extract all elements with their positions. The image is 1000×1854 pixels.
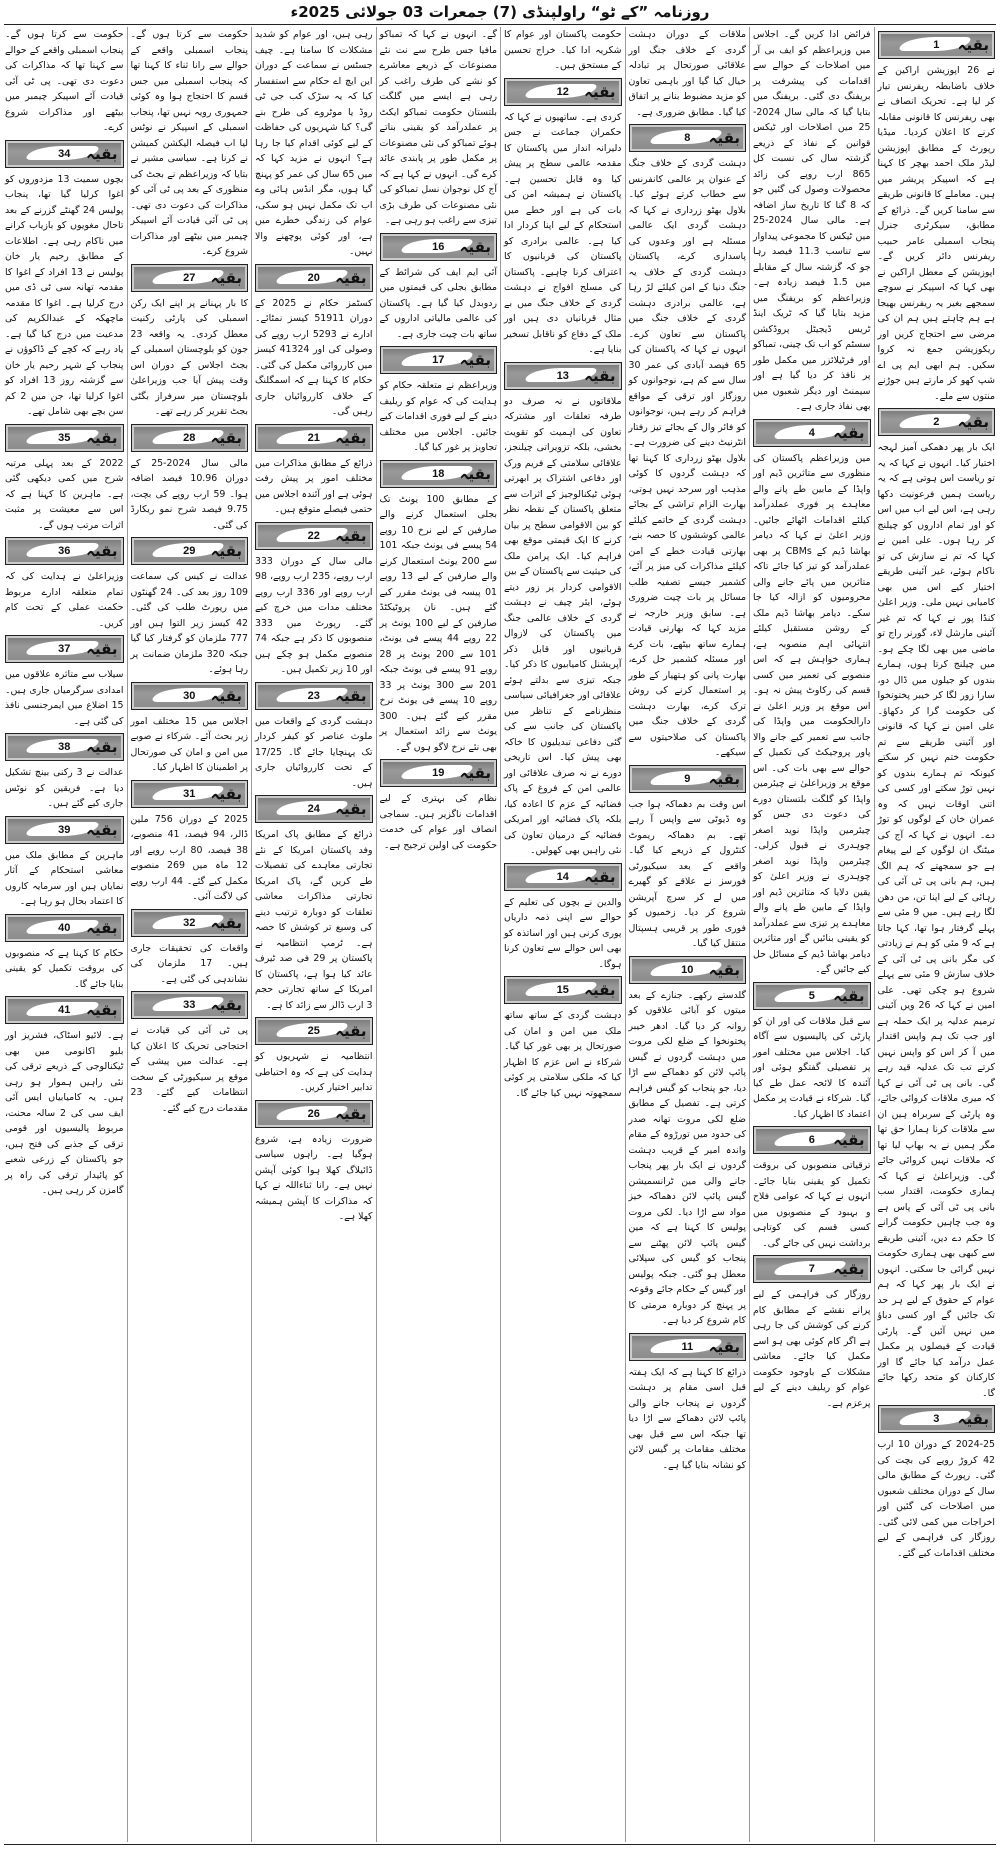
baqiya-badge bbox=[131, 537, 249, 565]
footer-divider bbox=[4, 1844, 996, 1845]
badge-word: بقیہ bbox=[86, 1001, 118, 1019]
article-continuation-text: 2024-25 کے دوران 10 ارب 42 کروڑ روپے کی بچت کی گئی۔ رپورٹ کے مطابق مالی سال کے دوران مختلف شعبوں میں اصلاحات کی گئیں اور اخراجات میں کمی لائی گئی۔ روزگار کی فراہمی کے لیے مختلف اقدامات کیے گئے۔ bbox=[877, 1439, 995, 1559]
article-continuation-text: ذرائع کے مطابق مذاکرات میں مختلف امور پر پیش رفت ہوئی ہے اور آئندہ اجلاس میں حتمی فیصلے متوقع ہیں۔ bbox=[255, 457, 373, 515]
baqiya-badge bbox=[753, 419, 871, 447]
baqiya-badge bbox=[5, 424, 124, 452]
badge-word: بقیہ bbox=[833, 986, 865, 1005]
article-continuation-text: دہشت گردی کے خلاف جنگ کے عنوان پر عالمی کانفرنس سے خطاب کرتے ہوئے کیا۔ بلاول بھٹو زرداری نے کہا کہ دہشت گردی ایک عالمی مسئلہ ہے اور وعدوں کی پاسداری کرے، پاکستان دہشت گردی کے خلاف یہ جنگ دنیا کے امن کیلئے لڑ رہا ہے، عالمی برادری دہشت گردی کے خلاف جنگ میں پاکستان سے تعاون کرے۔ انہوں نے کہا کہ پاکستان کی 65 فیصد آبادی کی عمر 30 سال سے کم ہے، نوجوانوں کو روزگار اور ترقی کے مواقع فراہم کر رہے ہیں، نوجوانوں کو فائر وال کے بجائے تیز رفتار انٹرنیٹ دینے کی ضرورت ہے۔ بلاول بھٹو زرداری کا کہنا تھا کہ دہشت گردوں کا کوئی مذہب اور سرحد نہیں ہوتی، بھارت الزام تراشی کے بجائے دہشت گردی کے خاتمے کیلئے عالمی کوششوں کا حصہ بنے، بھارتی قیادت خطے کے امن کیلئے مذاکرات کی میز پر آئے، کشمیر جیسے تصفیہ طلب مسائل پر بات چیت ضروری ہے۔ سابق وزیر خارجہ نے مزید کہا کہ بھارتی قیادت ہمارے ساتھ بیٹھے، بات کرے اور مسئلہ کشمیر حل کرے، بھارت پانی کو ہتھیار کے طور پر استعمال کرنے کی روش ترک کرے، بھارت دہشت گردی کے خلاف جنگ میں پاکستان کی صلاحیتوں سے سیکھے۔ bbox=[628, 158, 746, 758]
article-continuation-text: حکومت سے کرتا ہوں گے۔ پنجاب اسمبلی واقعے کے حوالے سے رانا ثناء کا کہنا تھا کہ پنجاب اسمبلی میں جس قسم کا احتجاج ہوا وہ کوئی جمہوری رویہ نہیں تھا، پنجاب اسمبلی کے اسپیکر نے نوٹس لیا اب فیصلہ الیکشن کمیشن نے کرنا ہے۔ سیاسی مشیر نے بتایا کہ وزیراعظم نے بجٹ کی منظوری کے بعد پی ٹی آئی کو مذاکرات کی دعوت دی تھی۔ پی ٹی آئی قیادت آئے اسپیکر چیمبر میں بیٹھے اور مذاکرات شروع کرے۔ bbox=[130, 29, 248, 257]
badge-number: 15 bbox=[556, 984, 569, 996]
badge-number: 5 bbox=[808, 989, 815, 1002]
baqiya-badge bbox=[5, 537, 124, 565]
article-continuation-text: گے۔ انہوں نے کہا کہ تمباکو مافیا جس طرح سے نت نئے مصنوعات کے ذریعے معاشرے کو نشے کی طرف راغب کر رہی ہے ایسے میں گلگت بلتستان حکومت تمباکو ایکٹ پر عملدرآمد کو یقینی بناتے ہوئے تمباکو کی نئی مصنوعات پر مکمل طور پر پابندی عائد کرے گی۔ انہوں نے کہا ہے کہ آج کل نوجوان نسل تمباکو کی نئی مصنوعات کی طرف بڑی تیزی سے راغب ہو رہی ہے۔ bbox=[379, 29, 497, 226]
newspaper-columns bbox=[2, 27, 998, 1842]
badge-word: بقیہ bbox=[459, 351, 491, 369]
baqiya-badge bbox=[5, 733, 124, 761]
badge-word: بقیہ bbox=[957, 413, 989, 431]
news-column bbox=[749, 27, 874, 1842]
baqiya-badge bbox=[380, 460, 498, 488]
article-continuation-text: وزیراعظم نے متعلقہ حکام کو ہدایت کی کہ عوام کو ریلیف دینے کے لیے فوری اقدامات کیے جائیں۔ اجلاس میں مختلف تجاویز پر غور کیا گیا۔ bbox=[379, 380, 497, 453]
badge-number: 29 bbox=[183, 545, 196, 557]
news-column bbox=[625, 27, 750, 1842]
baqiya-badge bbox=[504, 78, 622, 106]
badge-word: بقیہ bbox=[210, 784, 242, 803]
badge-word: بقیہ bbox=[210, 686, 242, 705]
badge-word: بقیہ bbox=[584, 867, 616, 886]
badge-word: بقیہ bbox=[708, 1337, 740, 1356]
baqiya-badge bbox=[5, 140, 124, 168]
badge-word: بقیہ bbox=[335, 686, 367, 705]
article-continuation-text: سے قبل ملاقات کی اور ان کو پارٹی کی پالیسیوں سے آگاہ کیا۔ اجلاس میں مختلف امور پر تفصیلی گفتگو ہوئی اور آئندہ کا لائحہ عمل طے کیا گیا۔ شرکاء نے قیادت پر مکمل اعتماد کا اظہار کیا۔ bbox=[753, 1015, 871, 1120]
masthead-title: روزنامہ ”کے ٹو“ راولپنڈی (7) جمعرات 03 جولائی 2025ء bbox=[290, 3, 710, 21]
badge-number: 16 bbox=[432, 240, 445, 253]
baqiya-badge bbox=[753, 1126, 871, 1154]
baqiya-badge bbox=[131, 991, 249, 1019]
badge-number: 26 bbox=[307, 1107, 320, 1120]
article-continuation-text: نے 26 اپوزیشن اراکین کے خلاف باضابطہ ریفرنس تیار کر لیا ہے۔ تحریک انصاف نے بھی ریفرنس کا قانونی مقابلہ کرنے کا اعلان کردیا۔ میڈیا رپورٹ کے مطابق اپوزیشن لیڈر ملک احمد بھچر کا کہنا ہے کہ اسپیکر پریشر میں ہیں۔ معاملے کا قانونی طریقے سے سامنا کریں گے۔ ذرائع کے مطابق، سیکرٹری جنرل پنجاب اسمبلی عامر حبیب ریفرنس دائر کریں گے۔ اپوزیشن کے معطل اراکین نے بھی کہا کہ اسپیکر نے سوچے سمجھے بغیر یہ ریفرنس بھیجا ہے ہم چاہتے ہیں ہم ان کی مرضی سے احتجاج کریں اور ریکوزیشن جمع نہ کروا سکیں۔ ہم ابھی ایم پی اے شپ کھو کر مارتے ہیں جوڑنے منتوں سے ملے۔ bbox=[877, 65, 995, 402]
baqiya-badge bbox=[878, 1405, 996, 1433]
badge-number: 2 bbox=[933, 416, 940, 428]
badge-word: بقیہ bbox=[584, 82, 616, 101]
badge-number: 35 bbox=[58, 431, 71, 444]
badge-word: بقیہ bbox=[459, 237, 491, 256]
badge-number: 31 bbox=[183, 787, 196, 800]
badge-number: 24 bbox=[307, 803, 320, 815]
badge-number: 37 bbox=[58, 643, 71, 655]
article-continuation-text: ضرورت زیادہ ہے، شروع ہوگیا ہے۔ راہوں سیاسی ڈائیلاگ کھلا ہوا کوئی آپشن نہیں ہے۔ رانا ثناءاللہ نے کہا کہ مذاکرات کا آپشن ہمیشہ کھلا ہے۔ bbox=[255, 1133, 373, 1222]
badge-number: 40 bbox=[58, 921, 71, 934]
news-column bbox=[500, 27, 625, 1842]
article-continuation-text: اس وقت بم دھماکہ ہوا جب وہ ڈیوٹی سے واپس آ رہے تھے۔ بم دھماکہ ریموٹ کنٹرول کے ذریعے کیا گیا۔ واقعے کے بعد سیکیورٹی فورسز نے علاقے کو گھیرے میں لے کر سرچ آپریشن شروع کر دیا۔ زخمیوں کو فوری طور پر قریبی ہسپتال منتقل کیا گیا۔ bbox=[628, 798, 746, 949]
badge-number: 25 bbox=[307, 1025, 320, 1037]
news-column bbox=[127, 27, 252, 1842]
badge-word: بقیہ bbox=[957, 36, 989, 54]
article-continuation-text: حکومت پاکستان اور عوام کا شکریہ ادا کیا۔ خراج تحسین کے مستحق ہیں۔ bbox=[504, 29, 622, 71]
article-continuation-text: دہشت گردی کے واقعات میں ملوث عناصر کو کیفر کردار تک پہنچایا جائے گا۔ 17/25 کے تحت کارروائیاں جاری ہیں۔ bbox=[255, 715, 373, 789]
article-continuation-text: کسٹمز حکام نے 2025 کے دوران 51911 کیسز نمٹائے۔ ادارے نے 5293 ارب روپے کی وصولی کی اور 41324 کیسز میں کارروائی مکمل کی گئی۔ حکام کا کہنا ہے کہ اسمگلنگ کے خلاف کارروائیاں جاری رہیں گی۔ bbox=[255, 297, 373, 417]
article-continuation-text: ملاقات کے دوران دہشت گردی کے خلاف جنگ اور علاقائی صورتحال پر تبادلہ خیال کیا گیا اور باہمی تعاون کو مزید مضبوط بنانے پر اتفاق کیا گیا۔ مطابق ضروری ہے۔ bbox=[628, 29, 746, 118]
article-continuation-text: دہشت گردی کے ساتھ ساتھ ملک میں امن و امان کی صورتحال پر بھی غور کیا گیا۔ شرکاء نے اس عزم کا اظہار کیا کہ ملکی سلامتی پر کوئی سمجھوتہ نہیں کیا جائے گا۔ bbox=[504, 1010, 622, 1099]
news-column bbox=[251, 27, 376, 1842]
news-column bbox=[874, 27, 999, 1842]
baqiya-badge bbox=[380, 759, 498, 787]
badge-word: بقیہ bbox=[708, 769, 740, 788]
badge-word: بقیہ bbox=[86, 640, 118, 658]
article-continuation-text: وزیراعلیٰ نے ہدایت کی کہ تمام متعلقہ ادارے مربوط حکمت عملی کے تحت کام کریں۔ bbox=[5, 571, 124, 629]
article-continuation-text: ملاقاتوں نے نہ صرف دو طرفہ تعلقات اور مشترکہ تعاون کی اہمیت کو تقویت بخشی، بلکہ تزویراتی چیلنجز، علاقائی سلامتی کے فریم ورک اور دفاعی اشتراک پر ابھرتی ہوئی ٹیکنالوجیز کے اثرات سے متعلق پاکستان کے نقطہ نظر کو بین الاقوامی سطح پر بیان کرنے کا ایک قیمتی موقع بھی فراہم کیا۔ ایک پرامن ملک کی حیثیت سے پاکستان کے بین الاقوامی کردار پر زور دیتے ہوئے، ایئر چیف نے دہشت گردی کے خلاف عالمی جنگ میں پاکستان کی لازوال قربانیوں اور قابل ذکر آپریشنل کامیابیوں کا ذکر کیا۔ جبکہ تیزی سے بدلتے ہوئے علاقائی اور جغرافیائی سیاسی منظرنامے کے تناظر میں پاکستان کی جانب سے کی گئی دفاعی تبدیلیوں کا خاکہ بھی پیش کیا۔ اس تاریخی دورے نے نہ صرف علاقائی اور عالمی امن کے فروغ کے پاک فضائیہ کے عزم کا اعادہ کیا، بلکہ پاک فضائیہ اور امریکی فضائیہ کے درمیان تعاون کی نئی راہیں بھی کھولیں۔ bbox=[504, 395, 622, 856]
badge-word: بقیہ bbox=[86, 820, 118, 839]
baqiya-badge bbox=[131, 264, 249, 292]
badge-number: 17 bbox=[432, 354, 445, 366]
baqiya-badge bbox=[753, 1255, 871, 1283]
badge-number: 1 bbox=[933, 39, 940, 51]
badge-word: بقیہ bbox=[335, 526, 367, 545]
article-continuation-text: ایک بار پھر دھمکی آمیز لہجہ اختیار کیا۔ انہوں نے کہا کہ یہ تو ریاست اس ہوتی ہے کہ یہ ریاست ہمیں فرعونیت دکھا رہی ہے، اس لیے اب میں اس کو اور تمام اداروں کو چیلنج کر رہا ہوں۔ علی امین نے کہا کہ تم نے سازش کی تو ناکام ہوئے، غیر آئینی طریقے اختیار کیے اس میں بھی کامیابی نہیں ملی۔ وزیر اعلیٰ کنڈا پور نے کہا کہ تم غیر آئینی مارشل لاء، گورنر راج تو ماضی میں بھی لگا چکے ہو۔ میں چیلنج کرتا ہوں، ہمارے بندوں کو جیلوں میں ڈال دو، سارا زور لگا کر خیبر پختونخوا کی حکومت گرا کر دکھاؤ۔ علی امین نے کہا کہ قانونی اور آئینی طریقے سے تم حکومت ختم نہیں کر سکتے کیونکہ تم ہمارے بندوں کو نہیں توڑ سکتے اور کسی کی اتنی اوقات نہیں کہ وہ عمران خان کے لوگوں کو توڑ دے۔ انہوں نے کہا کہ آج کی میٹنگ ان لوگوں کے لیے پیغام ہے جو سمجھتے کہ ہم الگ ہیں، ہم بانی پی ٹی آئی کی رہائی کے لیے اپنا تن، من دھن لگا رہے ہیں۔ میں 9 مئی سے پہلے گرفتار ہوا تھا، کہا جاتا ہے کہ 9 مئی کو ہم نے زیادتی کی مگر بانی پی ٹی آئی کے خلاف سازش 9 مئی سے پہلے شروع ہو چکی تھی۔ علی امین نے کہا کہ 26 ویں آئینی ترمیم عدلیہ پر ایک حملہ ہے اور جب تک ہم واپس اقتدار میں آ کر اس کو واپس نہیں کرتے تب تک عدلیہ قید رہے گی۔ بانی پی ٹی آئی نے کہا کہ میری ملاقات کروائی جائے، وہ پارٹی کے سربراہ ہیں ان سے ملاقات کرنا ہمارا حق تھا مگر ہمیں نے یہ بھاپ لیا تھا کہ ملاقات نہیں کروائی جائے گی۔ وزیراعلیٰ نے کہا کہ ہماری حکومت، اقتدار سب بانی پی ٹی آئی کے پاس ہے وہ جب چاہیں حکومت گرانے کا حکم دے دیں، آئینی طریقے سے کبھی بھی ہماری حکومت نہیں گرائی جا سکتی۔ انہوں نے ایک بار پھر کہا کہ ہم عوام کے حقوق کے لیے ہر حد تک جائیں گے اور کسی دباؤ میں نہیں آئیں گے۔ پارٹی قیادت کے فیصلوں پر مکمل عمل درآمد کیا جائے گا اور کارکنان کو متحد رکھا جائے گا۔ bbox=[877, 442, 996, 1399]
news-column bbox=[2, 27, 127, 1842]
badge-number: 4 bbox=[808, 426, 815, 439]
baqiya-badge bbox=[878, 408, 996, 436]
badge-word: بقیہ bbox=[335, 1022, 367, 1040]
article-continuation-text: کا بار پہنانے پر اپنے ایک رکن اسمبلی کی پارٹی رکنیت معطل کردی۔ یہ واقعہ 23 جون کو بلوچستان اسمبلی کے بجٹ اجلاس کے دوران اس وقت پیش آیا جب وزیراعلیٰ بلوچستان میر سرفراز بگٹی بجٹ تقریر کر رہے تھے۔ bbox=[130, 297, 248, 417]
badge-word: بقیہ bbox=[335, 268, 367, 287]
baqiya-badge bbox=[629, 124, 747, 152]
badge-number: 36 bbox=[58, 545, 71, 557]
article-continuation-text: ماہرین کے مطابق ملک میں معاشی استحکام کے آثار نمایاں ہیں اور سرمایہ کاروں کا اعتماد بحال ہو رہا ہے۔ bbox=[5, 849, 124, 907]
baqiya-badge bbox=[5, 635, 124, 663]
article-continuation-text: عدالت نے کیس کی سماعت 109 روز بعد کی۔ 24 گھنٹوں میں رپورٹ طلب کی گئی۔ 42 کیسز زیر التوا ہیں اور 777 ملزمان کو گرفتار کیا گیا جبکہ 320 ملزمان ضمانت پر رہا ہوئے۔ bbox=[130, 571, 249, 675]
article-continuation-text: حکومت سے کرتا ہوں گے۔ پنجاب اسمبلی واقعے کے حوالے سے کہنا تھا کہ مذاکرات کی دعوت دی تھی۔ پی ٹی آئی قیادت آئے اسپیکر چیمبر میں بیٹھے اور مذاکرات شروع کرے۔ bbox=[5, 29, 124, 133]
badge-number: 39 bbox=[58, 823, 71, 836]
badge-number: 34 bbox=[58, 147, 71, 160]
badge-number: 28 bbox=[183, 431, 196, 444]
article-continuation-text: میں وزیراعظم پاکستان کی منظوری سے متاثرین ڈیم اور واپڈا کے مابین طے پانے والے معاہدے پر فوری عملدرآمد کیلئے اقدامات اٹھائے جائیں۔ وزیر اعلیٰ نے کہا کہ دیامر بھاشا ڈیم کے CBMs پر بھی عملدرآمد کو تیز کیا جائے تاکہ متاثرین میں پائے جانے والی محرومیوں کو ازالہ کیا جا سکے۔ دیامر بھاشا ڈیم ملک کے روشن مستقبل کیلئے انتہائی اہم منصوبہ ہے، ہماری خواہش ہے کہ اس منصوبے کی تعمیر میں کسی قسم کی رکاوٹ پیش نہ ہو۔ اس موقع پر وزیر اعلیٰ نے دارالحکومت میں واپڈا کی جانب سے تعمیر کیے جانے والا پاور پروجیکٹ کی تکمیل کے حوالے سے بھی بات کی۔ اس موقع پر وزیراعلیٰ نے چیئرمین واپڈا کو گلگت بلتستان دورے کی دعوت دی جس کو چیئرمین واپڈا نوید اصغر چوہدری نے قبول کرلی۔ چیئرمین واپڈا نوید اصغر چوہدری نے وزیر اعلیٰ کو یقین دلایا کہ متاثرین ڈیم اور واپڈا کے مابین طے پانے والے معاہدے پر تیزی سے عملدرآمد کو یقینی بنائیں گے اور متاثرین دیامر بھاشا ڈیم کے مسائل حل کیے جائیں گے۔ bbox=[753, 452, 871, 975]
baqiya-badge bbox=[255, 682, 373, 710]
baqiya-badge bbox=[5, 996, 124, 1024]
article-continuation-text: کے مطابق 100 یونٹ تک بجلی استعمال کرنے والے صارفین کے لیے نرخ 10 روپے 54 پیسے فی یونٹ جبکہ 101 سے 200 یونٹ استعمال کرنے والے صارفین کے لیے 13 روپے 01 پیسہ فی یونٹ مقرر کیے گئے ہیں۔ نان پروٹیکٹڈ صارفین کے لیے 100 یونٹ پر 22 روپے 44 پیسے فی یونٹ، 101 سے 200 یونٹ پر 28 روپے 91 پیسے فی یونٹ جبکہ 201 سے 300 یونٹ پر 33 روپے 10 پیسے فی یونٹ نرخ مقرر کیے گئے ہیں۔ 300 یونٹ سے زائد استعمال پر بھی نئے نرخ لاگو ہوں گے۔ bbox=[379, 493, 498, 753]
badge-word: بقیہ bbox=[86, 144, 118, 163]
article-continuation-text: واقعات کی تحقیقات جاری ہیں۔ 17 ملزمان کی نشاندہی کی گئی ہے۔ bbox=[130, 942, 248, 985]
article-continuation-text: سیلاب سے متاثرہ علاقوں میں امدادی سرگرمیاں جاری ہیں۔ 15 اضلاع میں ایمرجنسی نافذ کی گئی ہے۔ bbox=[5, 669, 124, 727]
badge-word: بقیہ bbox=[210, 542, 242, 560]
badge-number: 30 bbox=[183, 689, 196, 702]
article-continuation-text: نظام کی بہتری کے لیے اقدامات ناگزیر ہیں۔ سماجی انصاف اور عوام کی خدمت حکومت کی اولین ترجیح ہے۔ bbox=[379, 793, 497, 851]
baqiya-badge bbox=[629, 765, 747, 793]
badge-word: بقیہ bbox=[86, 428, 118, 447]
badge-number: 21 bbox=[307, 431, 320, 444]
badge-number: 41 bbox=[58, 1004, 71, 1016]
header-divider bbox=[4, 24, 996, 25]
baqiya-badge bbox=[131, 682, 249, 710]
badge-word: بقیہ bbox=[708, 960, 740, 979]
article-continuation-text: مالی سال کے دوران 333 ارب روپے، 235 ارب روپے، 98 ارب روپے اور 336 ارب روپے مختلف مدات میں خرچ کیے گئے۔ رپورٹ میں 333 منصوبوں کا ذکر ہے جبکہ 74 منصوبے مکمل ہو چکے ہیں اور 10 زیر تکمیل ہیں۔ bbox=[255, 555, 373, 675]
badge-word: بقیہ bbox=[86, 738, 118, 756]
badge-word: بقیہ bbox=[210, 913, 242, 932]
badge-number: 22 bbox=[307, 529, 320, 542]
badge-number: 8 bbox=[684, 132, 691, 144]
badge-number: 3 bbox=[933, 1413, 940, 1425]
baqiya-badge bbox=[5, 816, 124, 844]
baqiya-badge bbox=[380, 346, 498, 374]
baqiya-badge bbox=[255, 795, 373, 823]
badge-word: بقیہ bbox=[459, 464, 491, 483]
article-continuation-text: ترقیاتی منصوبوں کی بروقت تکمیل کو یقینی بنایا جائے۔ انہوں نے کہا کہ عوامی فلاح و بہبود کے منصوبوں میں کسی قسم کی کوتاہی برداشت نہیں کی جائے گی۔ bbox=[753, 1160, 871, 1249]
baqiya-badge bbox=[629, 956, 747, 984]
badge-number: 32 bbox=[183, 916, 196, 929]
badge-word: بقیہ bbox=[957, 1410, 989, 1428]
article-continuation-text: رہی ہیں، اور عوام کو شدید مشکلات کا سامنا ہے۔ چیف جسٹس نے سماعت کے دوران این ایچ اے حکام سے استفسار کیا کہ یہ سڑک کب جی ٹی روڈ یا موٹروے کی طرح بنے گی؟ کیا شہریوں کی حفاظت کے لیے کوئی اقدام کیا جا رہا ہے؟ انہوں نے مزید کہا کہ میں 65 سال کی عمر کو پہنچ گیا ہوں، مگر انڈس ہائی وے اب تک مکمل نہیں ہو سکی، عوام کی زندگی خطرے میں ہے، اور کوئی پوچھنے والا نہیں۔ bbox=[255, 29, 373, 257]
article-continuation-text: روزگار کی فراہمی کے لیے پرانے نقشے کے مطابق کام کرنے کی کوشش کی جا رہی ہے اگر کام کوئی بھی ہو اسے مکمل کیا جائے۔ معاشی مشکلات کے باوجود حکومت عوام کو ریلیف دینے کے لیے پرعزم ہے۔ bbox=[753, 1289, 871, 1409]
badge-word: بقیہ bbox=[708, 129, 740, 147]
baqiya-badge bbox=[255, 1100, 373, 1128]
article-continuation-text: کردی ہے۔ ساتھیوں نے کہا کہ حکمران جماعت نے جس دلیرانہ انداز میں پاکستان کا مقدمہ عالمی سطح پر پیش کیا وہ قابل تحسین ہے۔ پاکستان نے ہمیشہ امن کی بات کی ہے اور خطے میں استحکام کے لیے اپنا کردار ادا کیا ہے۔ عالمی برادری کو پاکستان کی قربانیوں کا اعتراف کرنا چاہیے۔ پاکستان کی مسلح افواج نے دہشت گردی کے خلاف جنگ میں بے مثال قربانیاں دی ہیں اور ملک کے دفاع کو ناقابل تسخیر بنایا ہے۔ bbox=[504, 111, 622, 355]
article-continuation-text: عدالت نے 3 رکنی بینچ تشکیل دیا ہے۔ فریقین کو نوٹس جاری کیے گئے ہیں۔ bbox=[5, 767, 124, 809]
baqiya-badge bbox=[131, 424, 249, 452]
badge-word: بقیہ bbox=[833, 423, 865, 442]
article-continuation-text: ذرائع کے مطابق پاک امریکا وفد پاکستان امریکا کے نئے تجارتی معاہدے کی تفصیلات طے کریں گے، پاک امریکا تجارتی مذاکرات معاشی تعلقات کو دوبارہ ترتیب دینے کی وسیع تر کوشش کا حصہ ہے۔ ٹرمپ انتظامیہ نے پاکستان پر 29 فی صد ٹیرف عائد کیا ہوا ہے، پاکستان کا امریکا کے ساتھ تجارتی حجم 3 ارب ڈالر سے زائد کا ہے۔ bbox=[255, 829, 373, 1011]
badge-number: 14 bbox=[556, 870, 569, 883]
badge-word: بقیہ bbox=[210, 268, 242, 287]
article-continuation-text: حکام کا کہنا ہے کہ منصوبوں کی بروقت تکمیل کو یقینی بنایا جائے گا۔ bbox=[5, 947, 124, 990]
badge-number: 6 bbox=[808, 1134, 815, 1146]
badge-word: بقیہ bbox=[459, 764, 491, 782]
badge-word: بقیہ bbox=[584, 366, 616, 385]
article-continuation-text: بچوں سمیت 13 مزدوروں کو اغوا کرلیا گیا تھا، پنجاب پولیس 24 گھنٹے گزرنے کے بعد تاحال مغویوں کو بازیاب کرانے میں ناکام رہی ہے۔ اطلاعات کے مطابق رحیم یار خان پولیس نے 13 افراد کے اغوا کا مقدمہ تھانہ سی ٹی ڈی میں درج کرلیا ہے۔ اغوا کا مقدمہ ماچھکہ کے عبدالکریم کی مدعیت میں درج کیا گیا ہے۔ یاد رہے کہ کچے کے ڈاکوؤں نے پنجاب کے شہر رحیم یار خان سے گزشتہ روز 13 افراد کو اغوا کرلیا تھا، جن میں 2 کم سن بچے بھی شامل تھے۔ bbox=[5, 173, 124, 417]
badge-word: بقیہ bbox=[833, 1131, 865, 1149]
badge-number: 19 bbox=[432, 767, 445, 779]
baqiya-badge bbox=[255, 1017, 373, 1045]
baqiya-badge bbox=[753, 982, 871, 1010]
badge-word: بقیہ bbox=[335, 1104, 367, 1123]
baqiya-badge bbox=[629, 1333, 747, 1361]
baqiya-badge bbox=[380, 233, 498, 261]
baqiya-badge bbox=[504, 863, 622, 891]
article-continuation-text: والدین نے بچوں کی تعلیم کے حوالے سے اپنی ذمہ داریاں پوری کرنی ہیں اور اساتذہ کو بھی اس حوالے سے تعاون کرنا ہوگا۔ bbox=[504, 896, 622, 970]
badge-word: بقیہ bbox=[86, 542, 118, 560]
badge-word: بقیہ bbox=[335, 428, 367, 447]
baqiya-badge bbox=[504, 362, 622, 390]
baqiya-badge bbox=[5, 914, 124, 942]
article-continuation-text: گلدستے رکھے۔ جنازے کے بعد میتوں کو آبائی علاقوں کو روانہ کر دیا گیا۔ ادھر خیبر پختونخوا کے ضلع لکی مروت میں دہشت گردوں نے گیس پائپ لائن کو دھماکے سے اڑا دیا، جو پنجاب کو گیس فراہم کرتی ہے۔ تفصیل کے مطابق ضلع لکی مروت تھانہ صدر کی حدود میں تورڑوہ کے مقام واندہ امیر کے قریب دہشت گردوں نے ایک بار پھر پنجاب جانے والی مین ٹرانسمیشن گیس پائپ لائن دھماکہ خیز مواد سے اڑا دیا۔ لکی مروت پولیس کا کہنا ہے کہ مین گیس پائپ لائن پھٹنے سے پنجاب کو گیس کی سپلائی معطل ہو گئی۔ جبکہ پولیس اور گیس کے حکام جائے وقوعہ پر پہنچ کر دوبارہ مرمتی کا کام شروع کر دیا ہے۔ bbox=[628, 989, 746, 1326]
badge-number: 23 bbox=[307, 689, 320, 702]
badge-number: 27 bbox=[183, 271, 196, 284]
badge-word: بقیہ bbox=[86, 918, 118, 937]
baqiya-badge bbox=[504, 976, 622, 1004]
article-continuation-text: انتظامیہ نے شہریوں کو ہدایت کی ہے کہ وہ احتیاطی تدابیر اختیار کریں۔ bbox=[255, 1051, 373, 1093]
article-continuation-text: ذرائع کا کہنا ہے کہ ایک ہفتہ قبل اسی مقام پر دہشت گردوں نے پنجاب جانے والی پائپ لائن دھماکے سے اڑا دیا تھا جبکہ اس سے قبل بھی مختلف مقامات پر گیس لائن کو نشانہ بنایا گیا ہے۔ bbox=[628, 1366, 746, 1471]
article-continuation-text: مالی سال 2024-25 کے دوران 10.96 فیصد اضافہ ہوا۔ 59 ارب روپے کی بچت، 9.75 فیصد شرح نمو ریکارڈ کی گئی۔ bbox=[130, 457, 248, 531]
badge-number: 11 bbox=[681, 1340, 694, 1353]
badge-number: 9 bbox=[684, 772, 691, 785]
news-column bbox=[376, 27, 501, 1842]
baqiya-badge bbox=[255, 522, 373, 550]
badge-number: 20 bbox=[307, 271, 320, 284]
article-continuation-text: 2022 کے بعد پہلی مرتبہ شرح میں کمی دیکھی گئی ہے۔ ماہرین کا کہنا ہے کہ اس سے معیشت پر مثبت اثرات مرتب ہوں گے۔ bbox=[5, 457, 124, 531]
badge-number: 38 bbox=[58, 741, 71, 753]
badge-word: بقیہ bbox=[210, 996, 242, 1014]
baqiya-badge bbox=[878, 31, 996, 59]
article-continuation-text: پی ٹی آئی کی قیادت نے احتجاجی تحریک کا اعلان کیا ہے۔ عدالت میں پیشی کے موقع پر سیکیورٹی کے سخت انتظامات کیے گئے۔ 23 مقدمات درج کیے گئے۔ bbox=[130, 1025, 248, 1114]
badge-number: 10 bbox=[681, 963, 694, 976]
badge-number: 18 bbox=[432, 467, 445, 480]
badge-number: 7 bbox=[808, 1263, 815, 1275]
baqiya-badge bbox=[131, 909, 249, 937]
badge-number: 12 bbox=[556, 85, 569, 98]
badge-word: بقیہ bbox=[210, 428, 242, 447]
badge-number: 13 bbox=[556, 369, 569, 382]
baqiya-badge bbox=[131, 780, 249, 808]
badge-number: 33 bbox=[183, 999, 196, 1011]
badge-word: بقیہ bbox=[584, 981, 616, 999]
article-continuation-text: آئی ایم ایف کی شرائط کے مطابق بجلی کی قیمتوں میں ردوبدل کیا گیا ہے۔ پاکستان کی عالمی مالیاتی اداروں کے ساتھ بات چیت جاری ہے۔ bbox=[379, 266, 497, 340]
article-continuation-text: 2025 کے دوران 756 ملین ڈالر، 94 فیصد، 41 منصوبے، 38 فیصد، 80 ارب روپے اور 12 ماہ میں 269 منصوبے مکمل کیے گئے۔ 44 ارب روپے کی لاگت آئی۔ bbox=[130, 813, 248, 902]
baqiya-badge bbox=[255, 424, 373, 452]
badge-word: بقیہ bbox=[335, 800, 367, 818]
baqiya-badge bbox=[255, 264, 373, 292]
badge-word: بقیہ bbox=[833, 1260, 865, 1278]
article-continuation-text: فرائض ادا کریں گے۔ اجلاس میں وزیراعظم کو ایف بی آر میں اصلاحات کے حوالے سے اقدامات کی پیشرفت پر بریفنگ دی گئی۔ بریفنگ میں بتایا گیا کہ مالی سال 2024-25 میں اصلاحات اور ٹیکس قوانین کے نفاذ کے ذریعے گزشتہ سال کی نسبت کل 865 ارب روپے کی زائد محصولات وصول کی گئیں جو کہ 8 گنا کا تاریخ ساز اضافہ ہے۔ مالی سال 2024-25 میں ٹیکس کا مجموعی پیداوار سے تناسب 11.3 فیصد رہا جو کہ گزشتہ سال کے مقابلے میں 1.5 فیصد زیادہ ہے۔ وزیراعظم کو بریفنگ میں مزید بتایا گیا کہ ٹریک اینڈ ٹریس ڈیجیٹل پروڈکشن سسٹم کو اب تک چینی، تمباکو اور فرٹیلائزر میں مکمل طور پر نافذ کر دیا گیا ہے اور سیمنٹ اور دیگر شعبوں میں بھی نفاذ جاری ہے۔ bbox=[753, 29, 871, 412]
article-continuation-text: ہے۔ لائیو اسٹاک، فشریز اور بلیو اکانومی میں بھی ٹیکنالوجی کے ذریعے ترقی کی نئی راہیں ہموار ہو رہی ہیں۔ یہ کامیابیاں ایس آئی ایف سی کی 2 سالہ محنت، مربوط پالیسیوں اور قومی ترقی کے جذبے کی فتح ہیں، جو پاکستان کے زرعی شعبے کو پائیدار ترقی کی راہ پر گامزن کر رہی ہیں۔ bbox=[5, 1030, 124, 1196]
article-continuation-text: اجلاس میں 15 مختلف امور زیر بحث آئے۔ شرکاء نے صوبے میں امن و امان کی صورتحال پر اطمینان کا اظہار کیا۔ bbox=[130, 715, 248, 773]
